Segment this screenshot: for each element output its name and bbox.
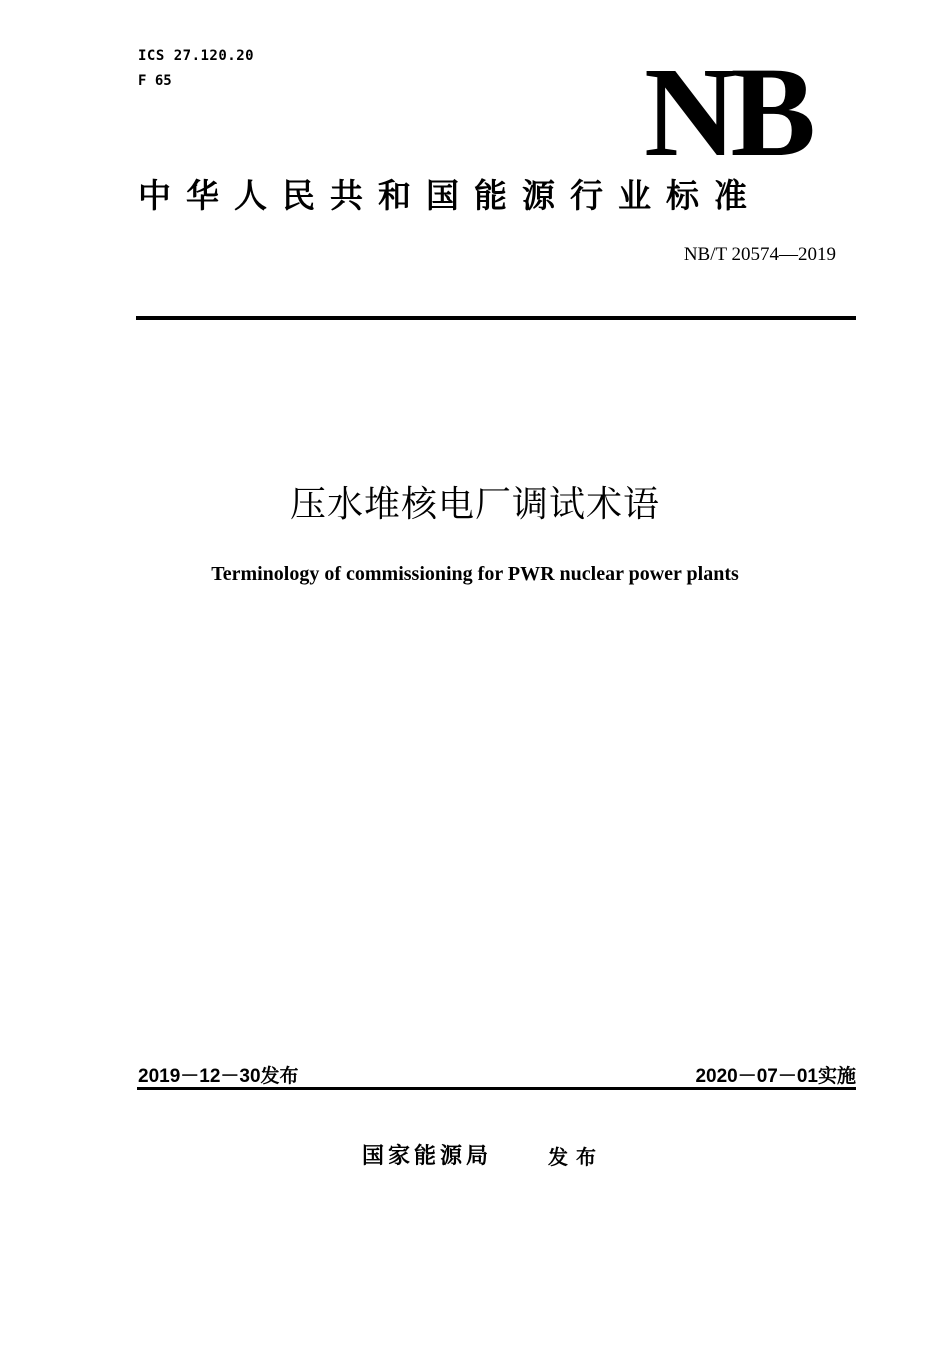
date-divider [137, 1087, 856, 1090]
nb-logo: NB [644, 41, 810, 183]
header-divider [136, 316, 856, 320]
implementation-date: 2020－07－01实施 [695, 1066, 856, 1087]
standard-number: NB/T 20574—2019 [683, 244, 836, 265]
publish-label: 发布 [548, 1145, 604, 1169]
ics-code: ICS 27.120.20 [138, 48, 255, 64]
document-title-english: Terminology of commissioning for PWR nuclear power plants [211, 563, 739, 585]
publisher-name: 国家能源局 [362, 1144, 493, 1169]
document-title-chinese: 压水堆核电厂调试术语 [289, 484, 660, 525]
organization-title: 中华人民共和国能源行业标准 [138, 176, 762, 215]
classification-code: F 65 [138, 73, 172, 89]
issue-date: 2019－12－30发布 [138, 1066, 299, 1087]
